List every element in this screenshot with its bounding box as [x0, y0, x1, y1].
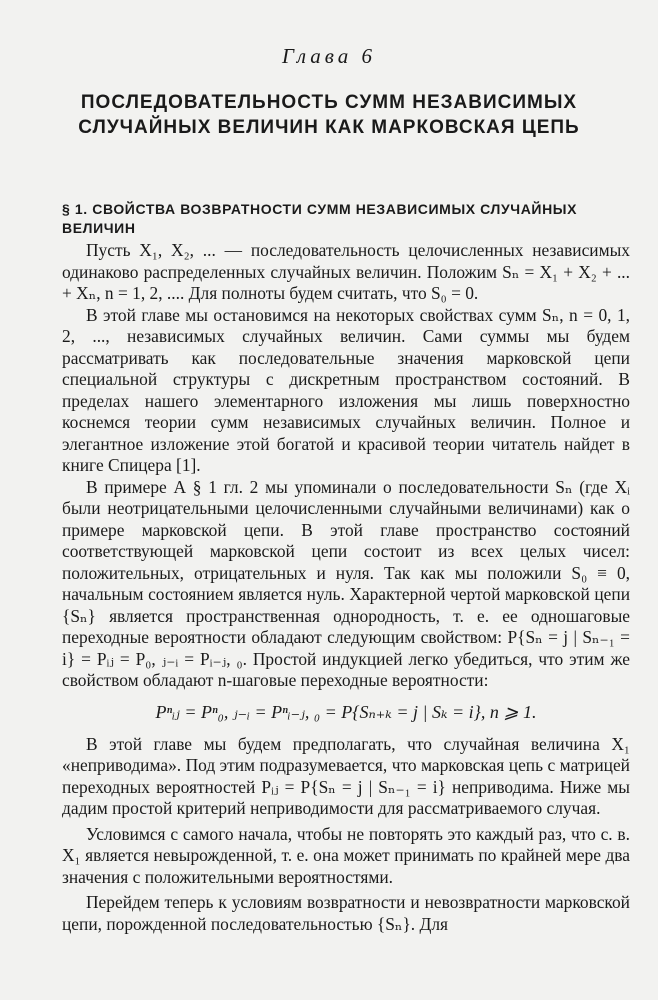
paragraph-1: Пусть X₁, X₂, ... — последовательность целочисленных независимых одинаково распределенных случайных величин. Положим Sₙ = X₁ + X₂ + ... + Xₙ, n = 1, 2, .... Для полноты будем считать, что S₀ = 0.: [62, 240, 630, 303]
display-formula: Pⁿᵢⱼ = Pⁿ₀, ⱼ₋ᵢ = Pⁿᵢ₋ⱼ, ₀ = P{Sₙ₊ₖ = j | Sₖ = i}, n ⩾ 1.: [155, 701, 537, 722]
section-heading: § 1. СВОЙСТВА ВОЗВРАТНОСТИ СУММ НЕЗАВИСИМЫХ СЛУЧАЙНЫХ ВЕЛИЧИН: [62, 201, 578, 236]
paragraph-4: В этой главе мы будем предполагать, что случайная величина X₁ «неприводима». Под этим подразумевается, что марковская цепь с матрицей переходных вероятностей Pᵢⱼ = P{Sₙ = j | Sₙ₋₁ = i} неприводима. Ниже мы дадим простой критерий неприводимости для рассматриваемого случая.: [62, 733, 630, 818]
body-text: [62, 240, 630, 935]
paragraph-2: В этой главе мы остановимся на некоторых свойствах сумм Sₙ, n = 0, 1, 2, ..., независимых случайных величин. Сами суммы мы будем рассматривать как последовательные значения марковской цепи специальной структуры с дискретным пространством состояний. В пределах нашего элементарного изложения мы лишь поверхностно коснемся теории сумм независимых случайных величин. Полное и элегантное изложение этой богатой и красивой теории читатель найдет в книге Спицера [1].: [62, 304, 630, 475]
chapter-title-line-1: ПОСЛЕДОВАТЕЛЬНОСТЬ СУММ НЕЗАВИСИМЫХ: [80, 92, 578, 113]
chapter-title-line-2: СЛУЧАЙНЫХ ВЕЛИЧИН КАК МАРКОВСКАЯ ЦЕПЬ: [78, 117, 580, 138]
paragraph-3: В примере А § 1 гл. 2 мы упоминали о последовательности Sₙ (где Xᵢ были неотрицательными целочисленными случайными величинами) как о примере марковской цепи. В этой главе пространство состояний соответствующей марковской цепи состоит из всех целых чисел: положительных, отрицательных и нуля. Так как мы положили S₀ ≡ 0, начальным состоянием является нуль. Характерной чертой марковской цепи {Sₙ} является пространственная однородность, т. е. ее одношаговые переходные вероятности обладают следующим свойством: P{Sₙ = j | Sₙ₋₁ = i} = Pᵢⱼ = P₀, ⱼ₋ᵢ = Pᵢ₋ⱼ, ₀. Простой индукцией легко убедиться, что этим же свойством обладают n-шаговые переходные вероятности:: [62, 476, 630, 690]
chapter-title: [0, 90, 658, 140]
paragraph-5: Условимся с самого начала, чтобы не повторять это каждый раз, что с. в. X₁ является невырожденной, т. е. она может принимать по крайней мере два значения с положительными вероятностями.: [62, 823, 630, 887]
chapter-label: Глава 6: [282, 44, 376, 68]
paragraph-6: Перейдем теперь к условиям возвратности и невозвратности марковской цепи, порожденной последовательностью {Sₙ}. Для: [62, 892, 630, 934]
